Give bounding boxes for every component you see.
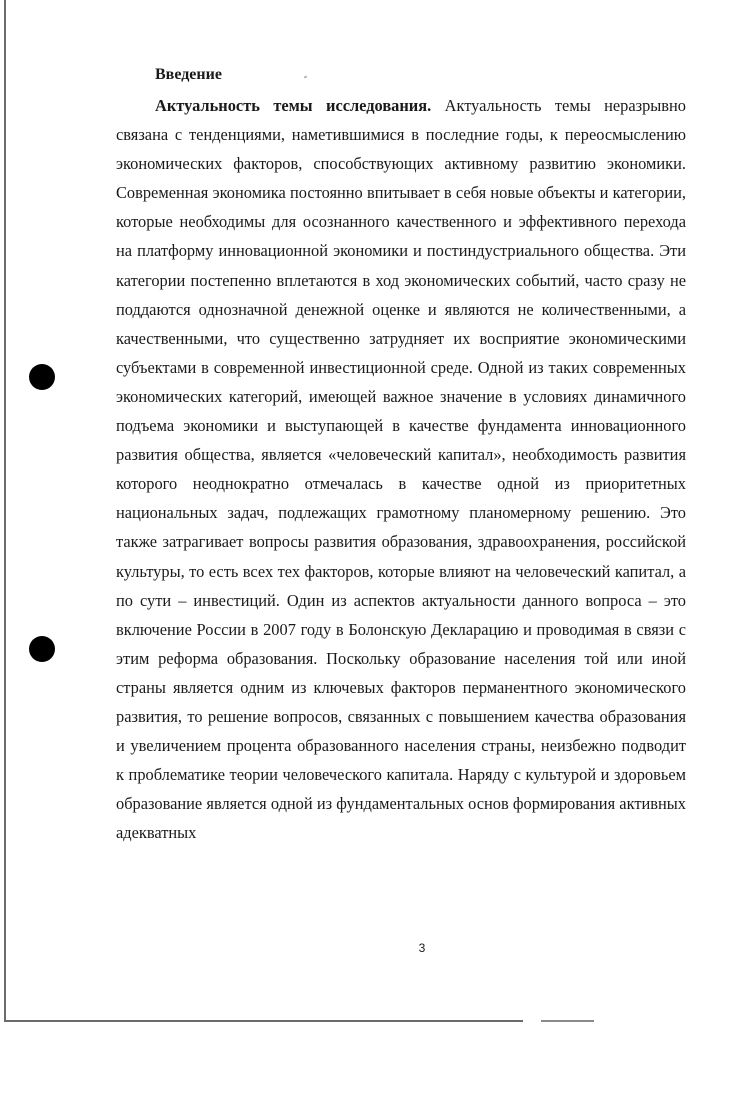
scan-speck [304, 75, 308, 78]
punch-hole-top [29, 364, 55, 390]
paragraph-text: Актуальность темы неразрывно связана с тенденциями, наметившимися в последние годы, к переосмыслению экономических факторов, способствующих активному развитию экономики. Современная экономика постоянно впитывает в себя новые объекты и категории, которые необходимы для осознанного качественного и эффективного перехода на платформу инновационной экономики и постиндустриального общества. Эти категории постепенно вплетаются в ход экономических событий, часто сразу не поддаются однозначной денежной оценке и являются не количественными, а качественными, что существенно затрудняет их восприятие экономическими субъектами в современной инвестиционной среде. Одной из таких современных экономических категорий, имеющей важное значение в условиях динамичного подъема экономики и выступающей в качестве фундамента инновационного развития общества, является «человеческий капитал», необходимость развития которого неоднократно отмечалась в качестве одной из приоритетных национальных задач, подлежащих грамотному планомерному решению. Это также затрагивает вопросы развития образования, здравоохранения, российской культуры, то есть всех тех факторов, которые влияют на человеческий капитал, а по сути – инвестиций. Один из аспектов актуальности данного вопроса – это включение России в 2007 году в Болонскую Декларацию и проводимая в связи с этим реформа образования. Поскольку образование населения той или иной страны является одним из ключевых факторов перманентного экономического развития, то решение вопросов, связанных с повышением качества образования и увеличением процента образованного населения страны, неизбежно подводит к проблематике теории человеческого капитала. Наряду с культурой и здоровьем образование является одной из фундаментальных основ формирования активных адекватных [116, 96, 687, 843]
lead-in-phrase: Актуальность темы исследования. [155, 96, 432, 115]
page-number: 3 [418, 941, 426, 955]
scan-edge-left [4, 0, 6, 1022]
body-paragraph [116, 91, 686, 847]
section-heading: Введение [155, 66, 222, 83]
scan-edge-bottom [4, 1020, 594, 1022]
punch-hole-bottom [29, 636, 55, 662]
